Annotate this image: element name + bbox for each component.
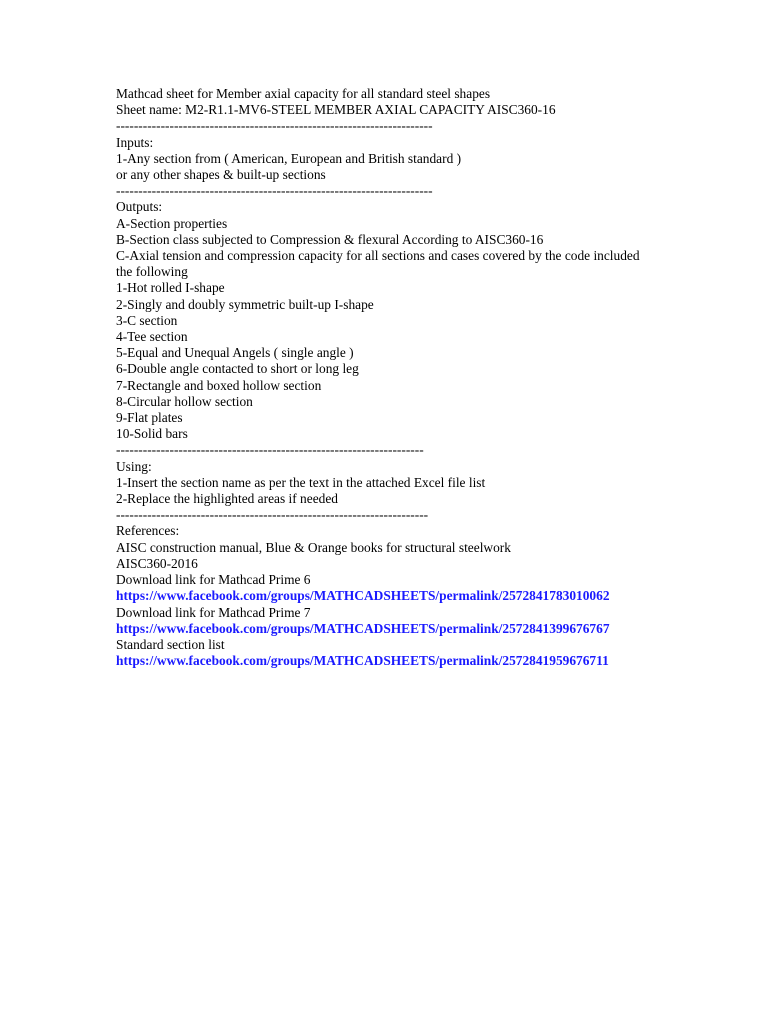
download-link-prime-7[interactable]: https://www.facebook.com/groups/MATHCADSHEETS/permalink/2572841399676767: [116, 620, 610, 636]
outputs-item: C-Axial tension and compression capacity for all sections and cases covered by the code included the following: [116, 248, 640, 280]
download-label-prime-7: Download link for Mathcad Prime 7: [116, 604, 311, 620]
outputs-item: 3-C section: [116, 312, 178, 328]
outputs-item: 5-Equal and Unequal Angels ( single angle ): [116, 345, 354, 361]
outputs-item: 9-Flat plates: [116, 410, 183, 426]
outputs-item: 4-Tee section: [116, 329, 188, 345]
outputs-item: 2-Singly and doubly symmetric built-up I-shape: [116, 296, 374, 312]
separator: -----------------------------------------------------------------------: [116, 183, 433, 199]
using-line: 2-Replace the highlighted areas if needed: [116, 491, 338, 507]
outputs-item: A-Section properties: [116, 215, 228, 231]
section-list-link[interactable]: https://www.facebook.com/groups/MATHCADSHEETS/permalink/2572841959676711: [116, 653, 609, 669]
download-link-prime-6[interactable]: https://www.facebook.com/groups/MATHCADSHEETS/permalink/2572841783010062: [116, 588, 610, 604]
separator: ----------------------------------------------------------------------: [116, 507, 429, 523]
download-label-prime-6: Download link for Mathcad Prime 6: [116, 572, 311, 588]
outputs-item: B-Section class subjected to Compression & flexural According to AISC360-16: [116, 231, 544, 247]
inputs-line: or any other shapes & built-up sections: [116, 167, 326, 183]
outputs-item: 7-Rectangle and boxed hollow section: [116, 377, 322, 393]
sheet-name: Sheet name: M2-R1.1-MV6-STEEL MEMBER AXIAL CAPACITY AISC360-16: [116, 102, 556, 118]
inputs-heading: Inputs:: [116, 134, 154, 150]
using-heading: Using:: [116, 458, 152, 474]
outputs-item: 6-Double angle contacted to short or long leg: [116, 361, 359, 377]
outputs-item: 8-Circular hollow section: [116, 393, 253, 409]
separator: -----------------------------------------------------------------------: [116, 118, 433, 134]
separator: ---------------------------------------------------------------------: [116, 442, 424, 458]
using-line: 1-Insert the section name as per the text in the attached Excel file list: [116, 474, 486, 490]
inputs-line: 1-Any section from ( American, European and British standard ): [116, 150, 462, 166]
section-list-label: Standard section list: [116, 636, 225, 652]
outputs-item: 1-Hot rolled I-shape: [116, 280, 225, 296]
outputs-heading: Outputs:: [116, 199, 163, 215]
references-line: AISC360-2016: [116, 555, 198, 571]
references-heading: References:: [116, 523, 180, 539]
document-body: [116, 86, 656, 669]
document-title: Mathcad sheet for Member axial capacity for all standard steel shapes: [116, 86, 491, 101]
references-line: AISC construction manual, Blue & Orange books for structural steelwork: [116, 539, 511, 555]
outputs-item: 10-Solid bars: [116, 426, 188, 442]
